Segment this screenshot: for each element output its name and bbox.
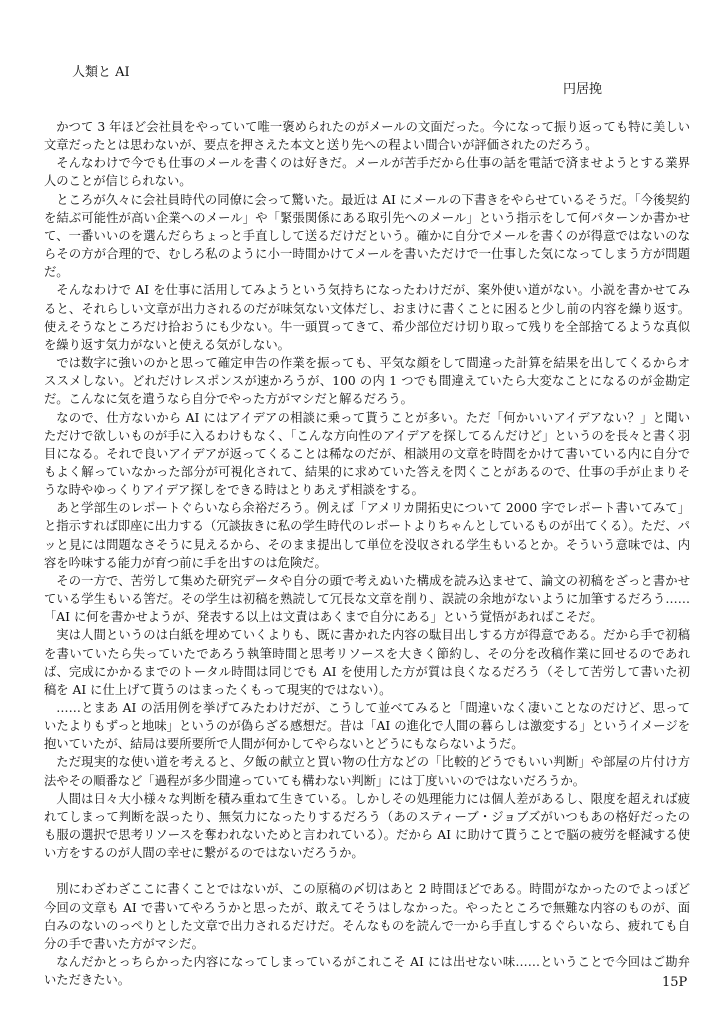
paragraph: ……とまあ AI の活用例を挙げてみたわけだが、こうして並べてみると「間違いなく凄いことなのだけど、思っていたよりもずっと地味」というのが偽らざる感想だ。昔は「AI の進化で人間の暮らしは激変する」というイメージを抱いていたが、結局は要所要所で人間が何かしてやらないとどうにもならないようだ。 [44,701,690,752]
paragraph: 別にわざわざここに書くことではないが、この原稿の〆切はあと 2 時間ほどである。時間がなかったのでよっぽど今回の文章も AI で書いてやろうかと思ったが、敢えてそうはしなかった。やったところで無難な内容のものが、面白みのないのっぺりとした文章で出力されるだけだ。そんなものを読んで一から手直しするぐらいなら、疲れても自分の手で書いた方がマシだ。 [44,882,690,951]
paragraph: 人間は日々大小様々な判断を積み重ねて生きている。しかしその処理能力には個人差があるし、限度を超えれば疲れてしまって判断を誤ったり、無気力になったりするだろう（あのスティーブ・ジョブズがいつもあの格好だったのも服の選択で思考リソースを奪われないためと言われている）。だから AI に助けて貰うことで脳の疲労を軽減する使い方をするのが人間の幸せに繋がるのではないだろうか。 [44,791,690,861]
paragraph: なんだかとっちらかった内容になってしまっているがこれこそ AI には出せない味……ということで今回はご勘弁いただきたい。 [44,955,690,988]
essay-body [44,118,690,989]
page-number: 15P [662,975,688,990]
paragraph: 実は人間というのは白紙を埋めていくよりも、既に書かれた内容の駄目出しする方が得意である。だから手で初稿を書いていたら失っていたであろう執筆時間と思考リソースを大きく節約し、その分を改稿作業に回せるのであれば、完成にかかるまでのトータル時間は同じでも AI を使用した方が質は良くなるだろう（そして苦労して書いた初稿を AI に仕上げて貰うのはまったくもって現実的ではない）。 [44,628,690,697]
paragraph: そんなわけで今でも仕事のメールを書くのは好きだ。メールが苦手だから仕事の話を電話で済ませようとする業界人のことが信じられない。 [44,156,690,189]
paragraph: あと学部生のレポートぐらいなら余裕だろう。例えば「アメリカ開拓史について 2000 字でレポート書いてみて」と指示すれば即座に出力する（冗談抜きに私の学生時代のレポートよりちゃんとしているものが出てくる）。ただ、パッと見には問題なさそうに見えるから、そのまま提出して単位を没収される学生もいるとか。そういう意味では、内容を吟味する能力が育つ前に手を出すのは危険だ。 [44,501,690,570]
paragraph: なので、仕方ないから AI にはアイデアの相談に乗って貰うことが多い。ただ「何かいいアイデアない？」と聞いただけで欲しいものが手に入るわけもなく、「こんな方向性のアイデアを探してるんだけど」というのを長々と書く羽目になる。それで良いアイデアが返ってくることは稀なのだが、相談用の文章を時間をかけて書いている内に自分でもよく解っていなかった部分が可視化されて、結果的に求めていた答えを閃くことがあるので、仕事の手が止まりそうな時やゆっくりアイデア探しをできる時はとりあえず相談をする。 [44,410,690,498]
author-name: 円居挽 [563,82,603,97]
paragraph: ところが久々に会社員時代の同僚に会って驚いた。最近は AI にメールの下書きをやらせているそうだ。「今後契約を結ぶ可能性が高い企業へのメール」や「緊張関係にある取引先へのメール」という指示をして何パターンか書かせて、一番いいのを選んだらちょっと手直しして送るだけだという。確かに自分でメールを書くのが得意ではないのならその方が合理的で、むしろ私のように小一時間かけてメールを書いただけで一仕事した気になってしまう方が問題だ。 [44,192,690,280]
paragraph: その一方で、苦労して集めた研究データや自分の頭で考えぬいた構成を読み込ませて、論文の初稿をざっと書かせている学生もいる筈だ。その学生は初稿を熟読して冗長な文章を削り、誤読の余地がないように加筆するだろう……「AI に何を書かせようが、発表する以上は文責はあくまで自分にある」という覚悟があればこそだ。 [44,573,690,625]
paragraph: そんなわけで AI を仕事に活用してみようという気持ちになったわけだが、案外使い道がない。小説を書かせてみると、それらしい文章が出力されるのだが味気ない文体だし、おまけに書くことに困ると少し前の内容を繰り返す。使えそうなところだけ拾おうにも少ない。牛一頭買ってきて、希少部位だけ切り取って残りを全部捨てるような真似を繰り返す気力がないと使える気がしない。 [44,283,690,352]
paragraph: ただ現実的な使い道を考えると、夕飯の献立と買い物の仕方などの「比較的どうでもいい判断」や部屋の片付け方法やその順番など「過程が多少間違っていても構わない判断」には丁度いいのではないだろうか。 [44,755,690,788]
paragraph: では数字に強いのかと思って確定申告の作業を振っても、平気な顔をして間違った計算を結果を出してくるからオススメしない。どれだけレスポンスが速かろうが、100 の内 1 つでも間違えていたら大変なことになるのが金勘定だ。こんなに気を遣うなら自分でやった方がマシだと解るだろう。 [44,356,690,407]
document-title: 人類と AI [72,65,130,80]
paragraph: かつて 3 年ほど会社員をやっていて唯一褒められたのがメールの文面だった。今になって振り返っても特に美しい文章だったとは思わないが、要点を押さえた本文と送り先への程よい間合いが評価されたのだろう。 [44,120,690,153]
